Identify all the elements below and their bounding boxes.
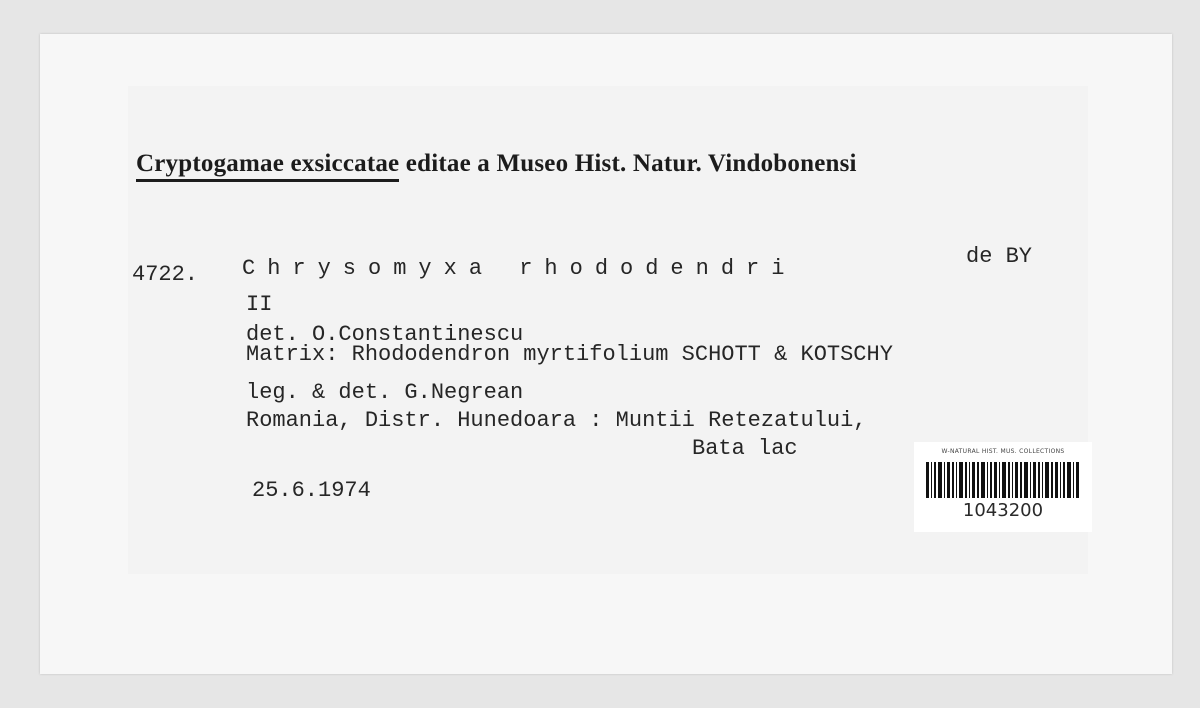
barcode-sticker	[914, 442, 1092, 532]
collection-subtitle: editae a Museo Hist. Natur. Vindobonensi	[399, 150, 857, 177]
specimen-number: 4722.	[132, 262, 199, 287]
locality: Romania, Distr. Hunedoara : Muntii Retezatului,	[246, 408, 867, 433]
collector: leg. & det. G.Negrean	[246, 380, 524, 405]
locality-detail: Bata lac	[692, 436, 798, 461]
barcode-number: 1043200	[962, 500, 1044, 521]
collection-date: 25.6.1974	[252, 478, 371, 503]
host-matrix: Matrix: Rhododendron myrtifolium SCHOTT & KOTSCHY	[246, 342, 893, 367]
collection-header	[136, 150, 857, 182]
barcode-caption: W-NATURAL HIST. MUS. COLLECTIONS	[941, 448, 1065, 455]
determiner: det. O.Constantinescu	[246, 322, 524, 347]
species-name: Chrysomyxa rhododendri	[242, 256, 797, 281]
species-author: de BY	[966, 244, 1033, 269]
barcode-icon	[926, 462, 1080, 498]
spore-stage: II	[246, 292, 273, 317]
collection-title: Cryptogamae exsiccatae	[136, 150, 399, 182]
